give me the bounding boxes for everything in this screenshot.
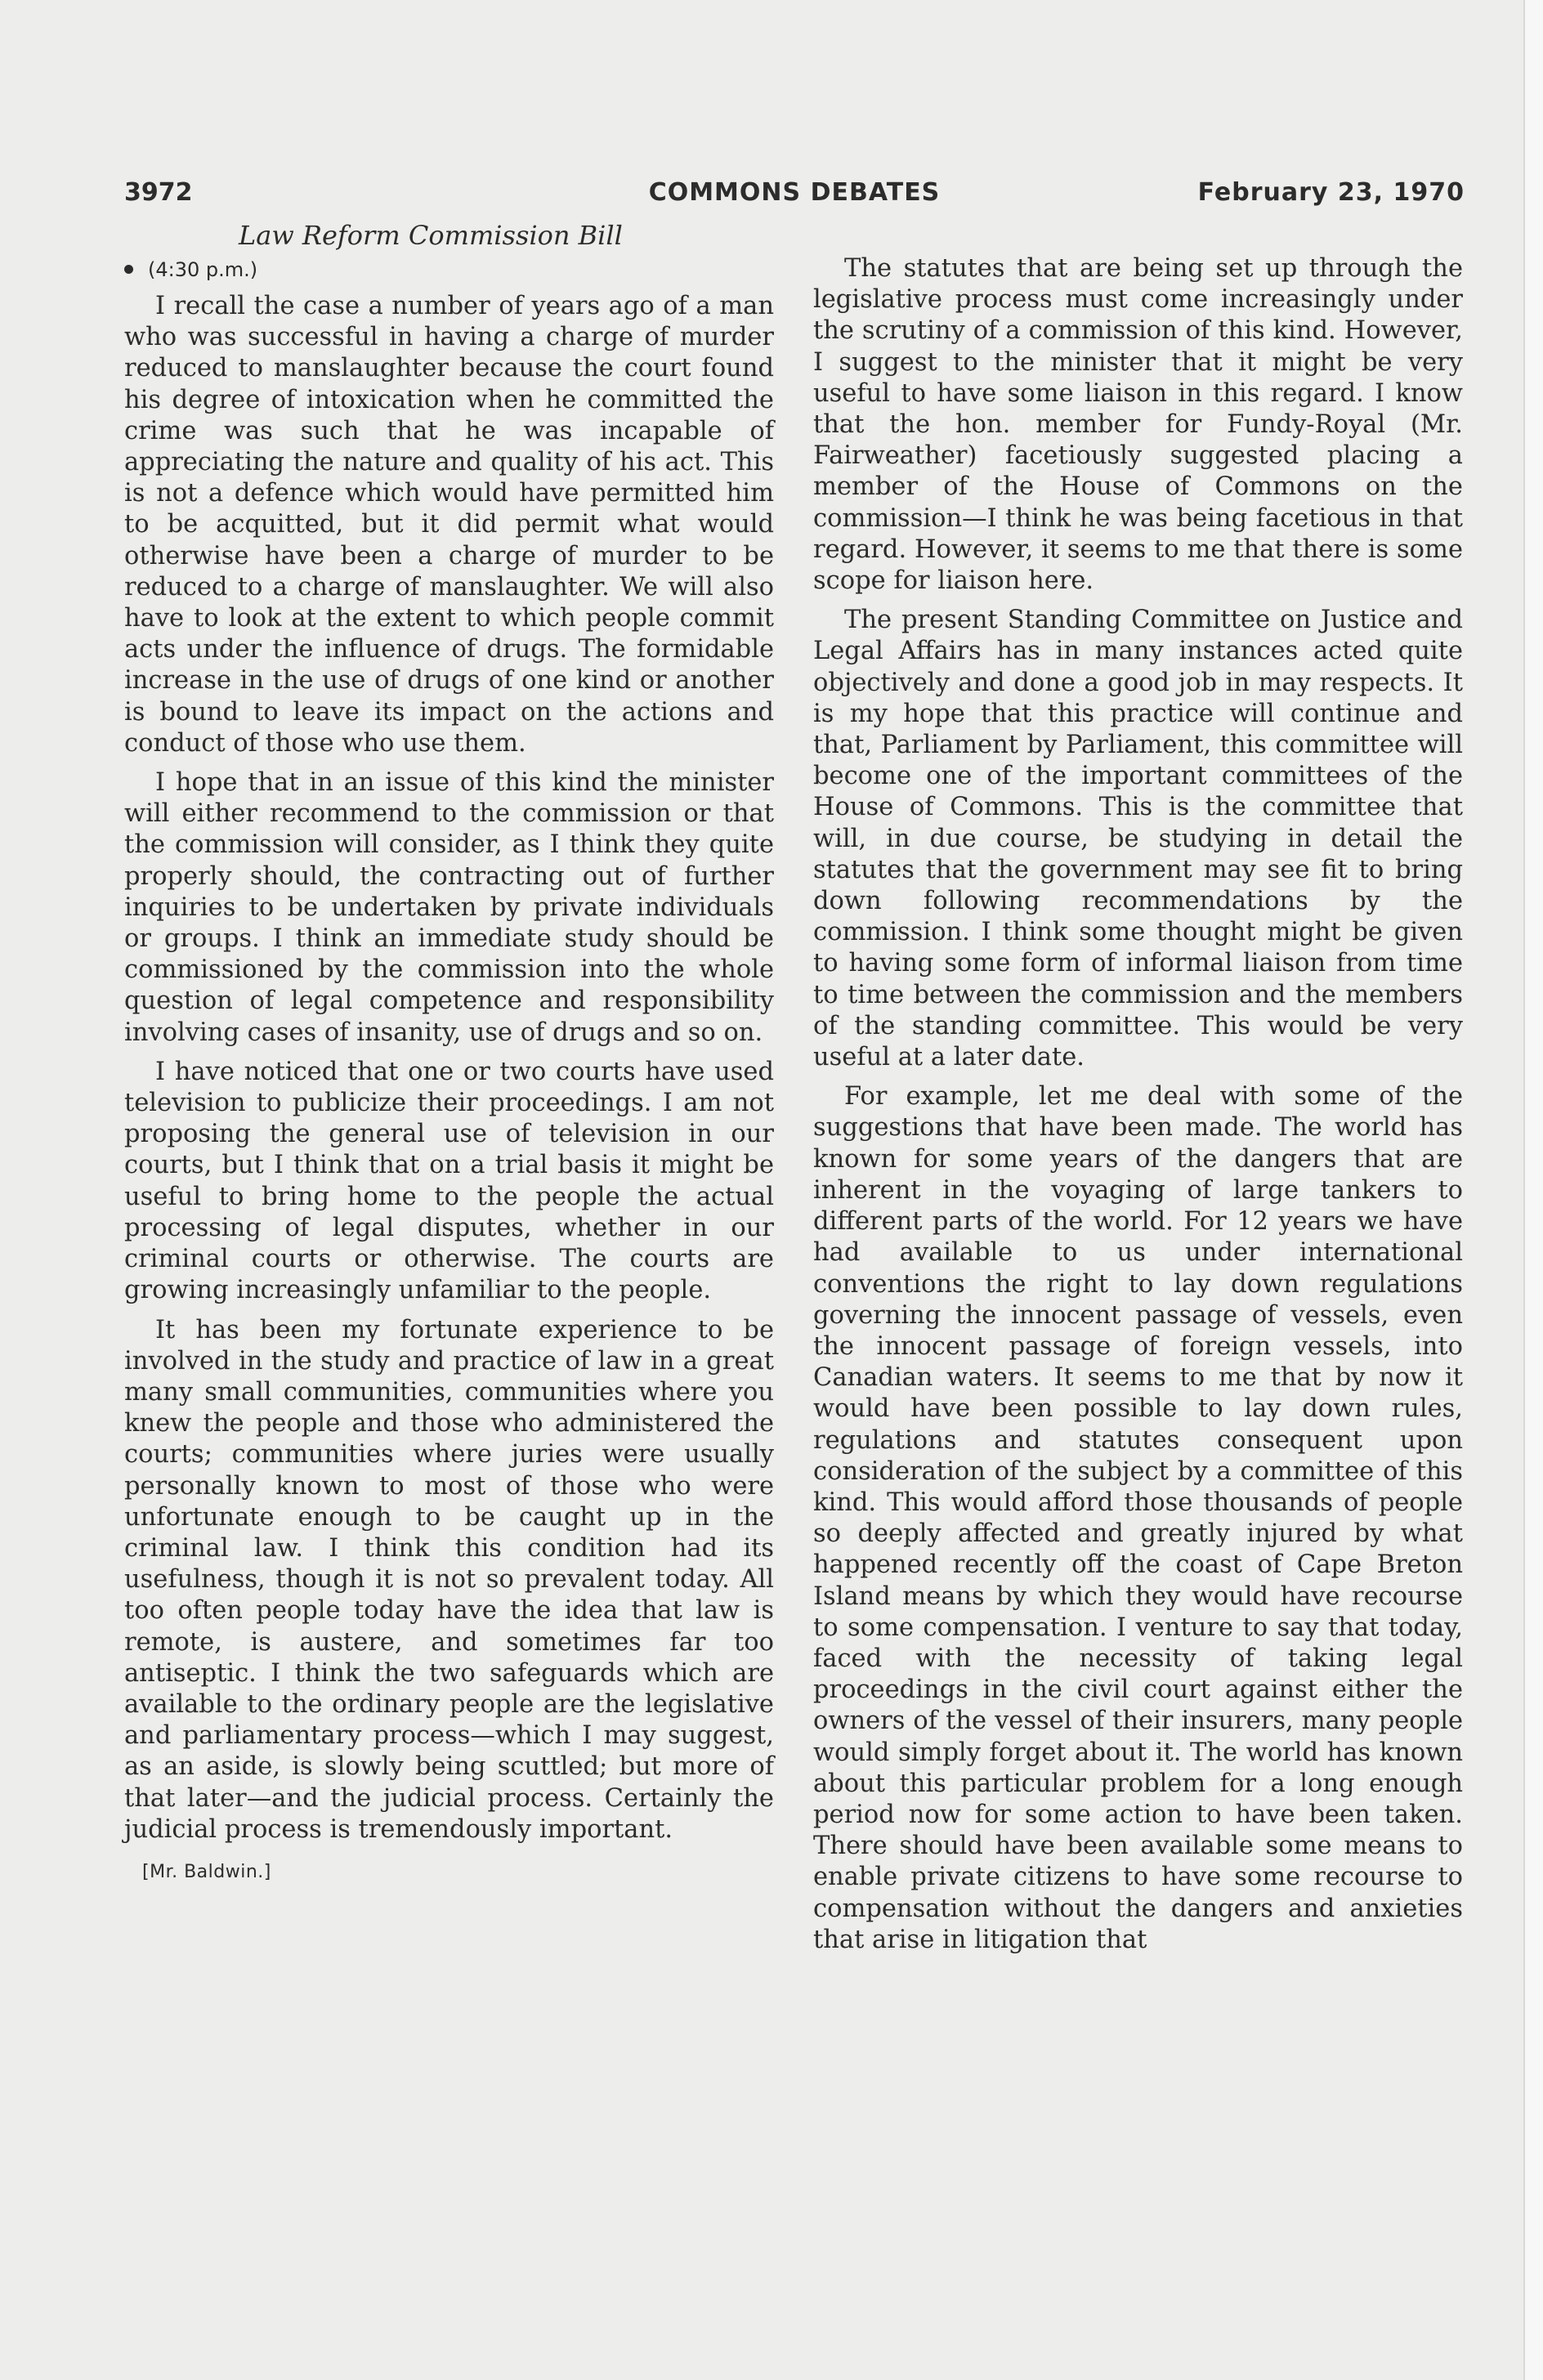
page-date: February 23, 1970 <box>1197 178 1465 207</box>
bill-title: Law Reform Commission Bill <box>239 220 623 251</box>
paragraph: It has been my fortunate experience to be involved in the study and practice of law in a great many small communities, communities where you knew the people and those who administered the courts; communities where juries were usually personally known to most of those who were unfortunate enough to be caught up in the criminal law. I think this condition had its usefulness, though it is not so prevalent today. All too often people today have the idea that law is remote, is austere, and sometimes far too antiseptic. I think the two safeguards which are available to the ordinary people are the legislative and parliamentary process—which I may suggest, as an aside, is slowly being scuttled; but more of that later—and the judicial process. Certainly the judicial process is tremendously important. <box>124 1315 774 1844</box>
time-marker <box>124 255 774 284</box>
paragraph: I recall the case a number of years ago of a man who was successful in having a charge of murder reduced to manslaughter because the court found his degree of intoxication when he committed the crime was such that he was incapable of appreciating the nature and quality of his act. This is not a defence which would have permitted him to be acquitted, but it did permit what would otherwise have been a charge of murder to be reduced to a charge of manslaughter. We will also have to look at the extent to which people commit acts under the influence of drugs. The formidable increase in the use of drugs of one kind or another is bound to leave its impact on the actions and conduct of those who use them. <box>124 292 774 758</box>
paragraph: The statutes that are being set up through the legislative process must come increasingly under the scrutiny of a commission of this kind. However, I suggest to the minister that it might be very useful to have some liaison in this regard. I know that the hon. member for Fundy-Royal (Mr. Fairweather) facetiously suggested placing a member of the House of Commons on the commission—I think he was being facetious in that regard. However, it seems to me that there is some scope for liaison here. <box>813 254 1463 596</box>
bullet-icon <box>124 265 133 274</box>
time-marker-text: (4:30 p.m.) <box>148 258 258 281</box>
publication-title: COMMONS DEBATES <box>648 178 941 207</box>
scan-page-edge <box>1523 0 1543 2380</box>
right-column <box>813 253 1463 1964</box>
paragraph: I hope that in an issue of this kind the minister will either recommend to the commission or that the commission will consider, as I think they quite properly should, the contracting out of further inquiries to be undertaken by private individuals or groups. I think an immediate study should be commissioned by the commission into the whole question of legal competence and responsibility involving cases of insanity, use of drugs and so on. <box>124 768 774 1047</box>
left-column <box>124 219 774 1888</box>
paragraph: For example, let me deal with some of the suggestions that have been made. The world has known for some years of the dangers that are inherent in the voyaging of large tankers to different parts of the world. For 12 years we have had available to us under international conventions the right to lay down regulations governing the innocent passage of vessels, even the innocent passage of foreign vessels, into Canadian waters. It seems to me that by now it would have been possible to lay down rules, regulations and statutes consequent upon consideration of the subject by a committee of this kind. This would afford those thousands of people so deeply affected and greatly injured by what happened recently off the coast of Cape Breton Island means by which they would have recourse to some compensation. I venture to say that today, faced with the necessity of taking legal proceedings in the civil court against either the owners of the vessel of their insurers, many people would simply forget about it. The world has known about this particular problem for a long enough period now for some action to have been taken. There should have been available some means to enable private citizens to have some recourse to compensation without the dangers and anxieties that arise in litigation that <box>813 1082 1463 1954</box>
page-number: 3972 <box>124 178 193 207</box>
paragraph: The present Standing Committee on Justice and Legal Affairs has in many instances acted quite objectively and done a good job in may respects. It is my hope that this practice will continue and that, Parliament by Parliament, this committee will become one of the important committees of the House of Commons. This is the committee that will, in due course, be studying in detail the statutes that the government may see fit to bring down following recommendations by the commission. I think some thought might be given to having some form of informal liaison from time to time between the commission and the members of the standing committee. This would be very useful at a later date. <box>813 606 1463 1072</box>
paragraph: I have noticed that one or two courts have used television to publicize their proceedings. I am not proposing the general use of television in our courts, but I think that on a trial basis it might be useful to bring home to the people the actual processing of legal disputes, whether in our criminal courts or otherwise. The courts are growing increasingly unfamiliar to the people. <box>124 1057 774 1305</box>
running-header <box>124 178 1465 214</box>
speaker-note: [Mr. Baldwin.] <box>142 1861 271 1882</box>
